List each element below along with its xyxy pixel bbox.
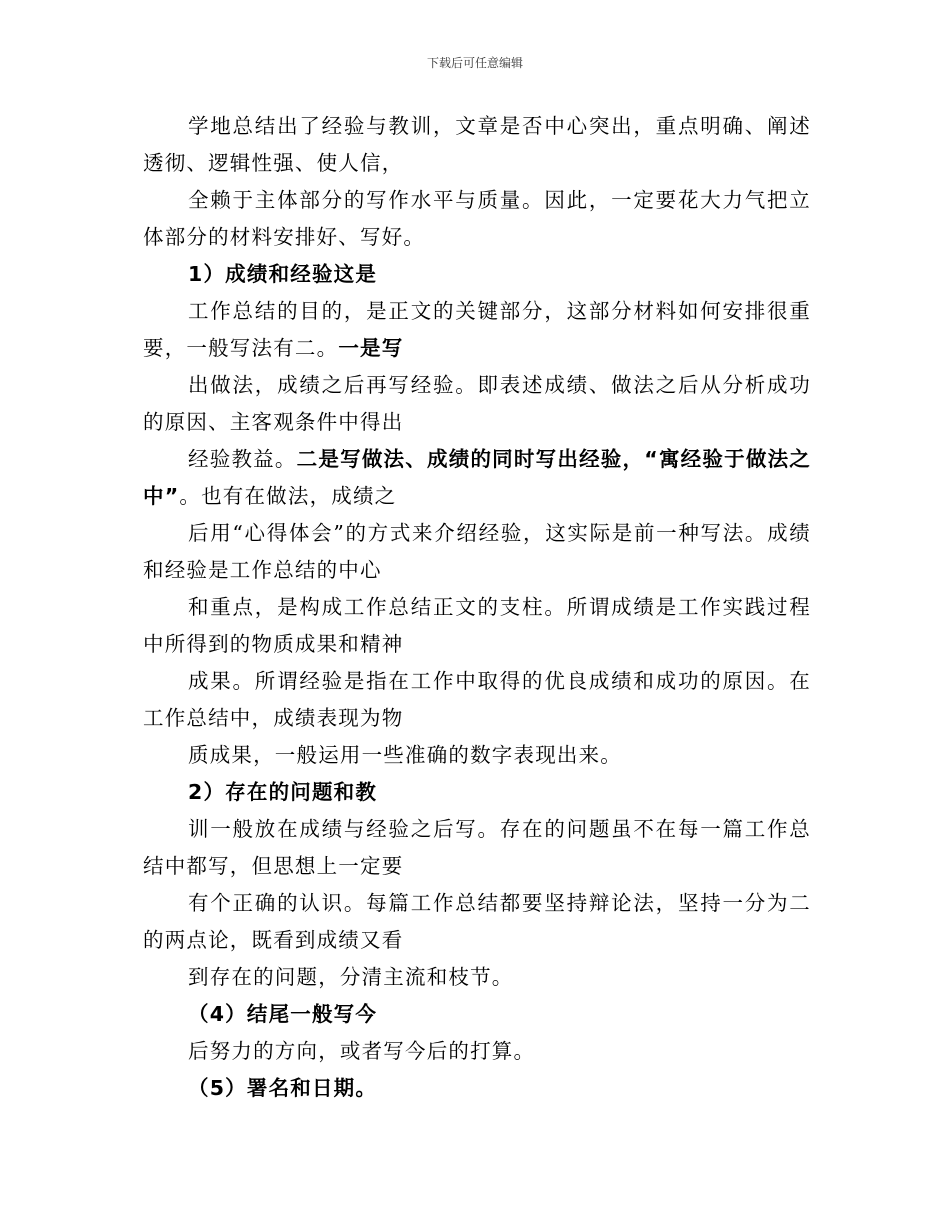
- paragraph: 质成果，一般运用一些准确的数字表现出来。: [188, 743, 622, 767]
- paragraph: 全赖于主体部分的写作水平与质量。因此，一定要花大力气把立体部分的材料安排好、写好。: [143, 188, 811, 249]
- section-heading: 1）成绩和经验这是: [188, 262, 378, 286]
- paragraph: 和重点，是构成工作总结正文的支柱。所谓成绩是工作实践过程中所得到的物质成果和精神: [143, 595, 811, 656]
- paragraph: 出做法，成绩之后再写经验。即表述成绩、做法之后从分析成功的原因、主客观条件中得出: [143, 373, 811, 434]
- paragraph: 后用“心得体会”的方式来介绍经验，这实际是前一种写法。成绩和经验是工作总结的中心: [143, 521, 811, 582]
- section-heading: （4）结尾一般写今: [188, 1002, 378, 1026]
- bold-text: 一是写: [338, 336, 404, 360]
- section-heading: （5）署名和日期。: [188, 1076, 378, 1100]
- paragraph-text: 经验教益。: [188, 447, 297, 471]
- paragraph-text: 工作总结的目的，是正文的关键部分，这部分材料如何安排很重要，一般写法有二。: [143, 299, 811, 360]
- paragraph: 到存在的问题，分清主流和枝节。: [188, 965, 514, 989]
- paragraph: [143, 441, 811, 515]
- bold-text: 二是写做法、成绩的同时写出经验，“寓经验于做法之中”: [143, 447, 812, 508]
- page-header: 下载后可任意编辑: [426, 56, 523, 70]
- document-body: [143, 108, 811, 1107]
- paragraph: 有个正确的认识。每篇工作总结都要坚持辩论法，坚持一分为二的两点论，既看到成绩又看: [143, 891, 811, 952]
- paragraph: 成果。所谓经验是指在工作中取得的优良成绩和成功的原因。在工作总结中，成绩表现为物: [143, 669, 811, 730]
- section-heading: 2）存在的问题和教: [188, 780, 378, 804]
- paragraph-text: 。也有在做法，成绩之: [179, 484, 397, 508]
- paragraph: 学地总结出了经验与教训，文章是否中心突出，重点明确、阐述透彻、逻辑性强、使人信，: [143, 114, 811, 175]
- paragraph: [143, 293, 811, 367]
- paragraph: 后努力的方向，或者写今后的打算。: [188, 1039, 536, 1063]
- paragraph: 训一般放在成绩与经验之后写。存在的问题虽不在每一篇工作总结中都写，但思想上一定要: [143, 817, 811, 878]
